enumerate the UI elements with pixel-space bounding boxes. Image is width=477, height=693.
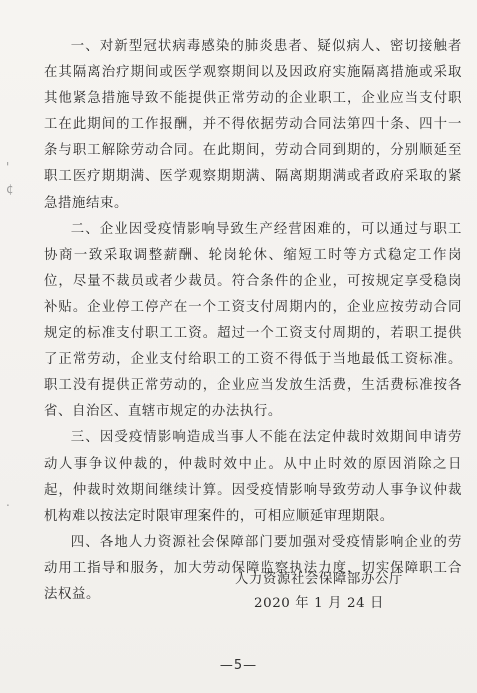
paragraph-4: 四、各地人力资源社会保障部门要加强对受疫情影响企业的劳动用工指导和服务，加大劳动保障监察执法力度，切实保障职工合法权益。	[44, 534, 462, 602]
page-number: —5—	[219, 658, 258, 673]
issue-date: 2020 年 1 月 24 日	[253, 596, 385, 611]
paragraph-3: 三、因受疫情影响造成当事人不能在法定仲裁时效期间申请劳动人事争议仲裁的，仲裁时效中止。从中止时效的原因消除之日起，仲裁时效期间继续计算。因受疫情影响导致劳动人事争议仲裁机构难以按法定时限审理案件的，可相应顺延审理期限。	[44, 430, 462, 524]
paragraph-2: 二、企业因受疫情影响导致生产经营困难的，可以通过与职工协商一致采取调整薪酬、轮岗轮休、缩短工时等方式稳定工作岗位，尽量不裁员或者少裁员。符合条件的企业，可按规定享受稳岗补贴。企业停工停产在一个工资支付周期内的，企业应按劳动合同规定的标准支付职工工资。超过一个工资支付周期的，若职工提供了正常劳动，企业支付给职工的工资不得低于当地最低工资标准。职工没有提供正常劳动的，企业应当发放生活费，生活费标准按各省、自治区、直辖市规定的办法执行。	[44, 221, 462, 420]
document-body	[44, 34, 462, 608]
issuing-organization: 人力资源社会保障部办公厅	[235, 572, 403, 587]
margin-punch-mark: ¢	[6, 182, 14, 196]
margin-punch-mark: .	[6, 495, 10, 509]
paragraph-1: 一、对新型冠状病毒感染的肺炎患者、疑似病人、密切接触者在其隔离治疗期间或医学观察期间以及因政府实施隔离措施或采取其他紧急措施导致不能提供正常劳动的企业职工，企业应当支付职工在此期间的工作报酬，并不得依据劳动合同法第四十条、四十一条与职工解除劳动合同。在此期间，劳动合同到期的，分别顺延至职工医疗期期满、医学观察期期满、隔离期期满或者政府采取的紧急措施结束。	[44, 39, 462, 211]
margin-punch-mark: '	[6, 160, 10, 174]
